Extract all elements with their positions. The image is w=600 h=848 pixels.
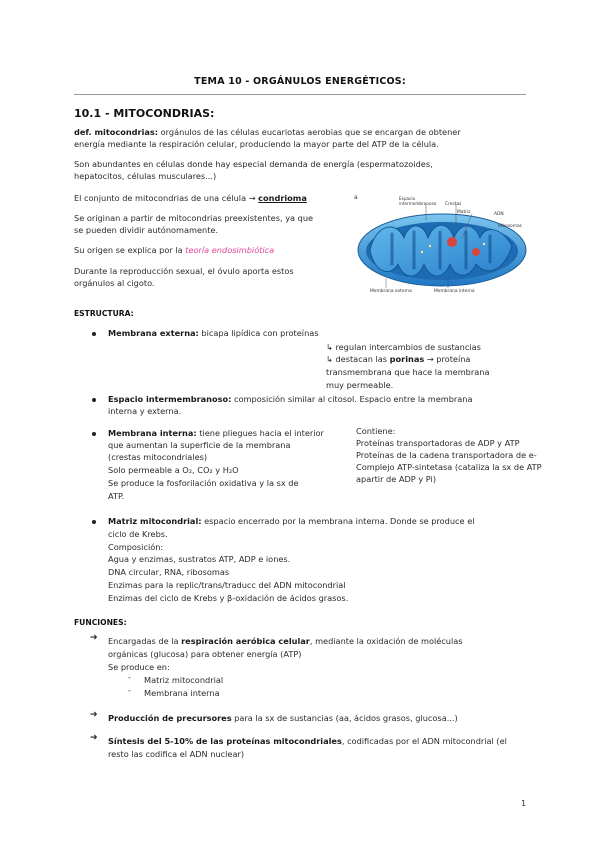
- arrow-icon: ➔: [90, 710, 98, 720]
- dna-marker: [447, 237, 457, 247]
- funcion1-sub1: Matriz mitocondrial: [144, 675, 224, 685]
- contiene-item2: Proteínas de la cadena transportadora de e-: [356, 450, 537, 460]
- mitochondrion-figure: [352, 190, 528, 298]
- label-crestas: Crestas: [445, 202, 462, 207]
- origin-line1: Se originan a partir de mitocondrias preexistentes, ya que: [74, 213, 314, 223]
- contiene-title: Contiene:: [356, 426, 396, 436]
- funcion2-line: [108, 712, 458, 725]
- dash-marker: -: [128, 673, 131, 682]
- funcion1-line3: Se produce en:: [108, 662, 170, 672]
- funcion2-post: para la sx de sustancias (aa, ácidos grasos, glucosa...): [231, 713, 458, 723]
- interna-line4: Solo permeable a O₂, CO₂ y H₂O: [108, 465, 239, 475]
- funcion2-term: Producción de precursores: [108, 713, 232, 723]
- matriz-line7: Enzimas del ciclo de Krebs y β-oxidación de ácidos grasos.: [108, 593, 349, 603]
- page-title: TEMA 10 - ORGÁNULOS ENERGÉTICOS:: [194, 76, 406, 87]
- funcion3-term: Síntesis del 5-10% de las proteínas mitocondriales: [108, 736, 342, 746]
- endosymbiotic-term: teoría endosimbiótica: [185, 245, 275, 255]
- definition-text: orgánulos de las células eucariotas aerobias que se encargan de obtener: [158, 127, 461, 137]
- mitochondrion-illustration: [352, 190, 528, 298]
- matriz-line3: Composición:: [108, 542, 164, 552]
- section-heading: 10.1 - MITOCONDRIAS:: [74, 107, 215, 120]
- arrow-icon: ➔: [90, 633, 98, 643]
- ribosome-dot: [429, 245, 431, 247]
- label-inner-membrane: Membrana interna: [434, 289, 475, 294]
- funcion1-term: respiración aeróbica celular: [181, 636, 310, 646]
- intermembranoso-line2: interna y externa.: [108, 406, 182, 416]
- abundance-line2: hepatocitos, células musculares...): [74, 171, 217, 181]
- bullet-dot: [92, 432, 96, 436]
- funcion3-line2: resto las codifica el ADN nuclear): [108, 749, 245, 759]
- label-ribosomas: Ribosomas: [498, 224, 522, 229]
- contiene-item3: Complejo ATP-sintetasa (cataliza la sx de ATP: [356, 462, 542, 472]
- funcion3-line: [108, 735, 507, 748]
- contiene-item1: Proteínas transportadoras de ADP y ATP: [356, 438, 520, 448]
- funcion1-post: , mediante la oxidación de moléculas: [309, 636, 463, 646]
- label-intermembrane: Espacio intermembranoso: [399, 196, 437, 206]
- condrioma-line: [74, 192, 307, 205]
- interna-line: [108, 427, 324, 440]
- dash-marker: -: [128, 686, 131, 695]
- interna-text: tiene pliegues hacia el interior: [196, 428, 324, 438]
- funciones-heading: FUNCIONES:: [74, 618, 127, 627]
- funcion1-line: [108, 635, 463, 648]
- matriz-line5: DNA circular, RNA, ribosomas: [108, 567, 230, 577]
- reproduction-line2: orgánulos al cigoto.: [74, 278, 155, 288]
- funcion1-line2: orgánicas (glucosa) para obtener energía (ATP): [108, 649, 302, 659]
- externa-sub3: transmembrana que hace la membrana: [326, 367, 490, 377]
- condrioma-text: El conjunto de mitocondrias de una célula →: [74, 193, 259, 203]
- definition-paragraph: [74, 126, 461, 139]
- matriz-text: espacio encerrado por la membrana interna. Donde se produce el: [201, 516, 475, 526]
- externa-sub2: [326, 353, 470, 366]
- ribosome-dot: [421, 251, 423, 253]
- label-outer-membrane: Membrana externa: [370, 289, 412, 294]
- funcion1-sub2: Membrana interna: [144, 688, 220, 698]
- definition-label: def. mitocondrias:: [74, 127, 159, 137]
- interna-line6: ATP.: [108, 491, 125, 501]
- intermembranoso-line: [108, 393, 473, 406]
- title-divider: [74, 94, 526, 95]
- interna-line3: (crestas mitocondriales): [108, 452, 208, 462]
- matriz-line2: ciclo de Krebs.: [108, 529, 168, 539]
- externa-line: [108, 327, 319, 340]
- contiene-item4: apartir de ADP y Pi): [356, 474, 437, 484]
- externa-sub1: ↳ regulan intercambios de sustancias: [326, 342, 481, 352]
- funcion3-post: , codificadas por el ADN mitocondrial (el: [341, 736, 507, 746]
- page-number: 1: [521, 799, 527, 808]
- origin-line2: se pueden dividir autónomamente.: [74, 225, 219, 235]
- label-adn: ADN: [494, 212, 504, 217]
- externa-label: Membrana externa:: [108, 328, 199, 338]
- endosymbiotic-line: [74, 244, 274, 257]
- abundance-line1: Son abundantes en células donde hay especial demanda de energía (espermatozoides,: [74, 159, 433, 169]
- bullet-dot: [92, 332, 96, 336]
- matriz-line: [108, 515, 475, 528]
- matriz-line6: Enzimas para la replic/trans/traducc del ADN mitocondrial: [108, 580, 346, 590]
- externa-text: bicapa lipídica con proteínas: [198, 328, 319, 338]
- bullet-dot: [92, 398, 96, 402]
- externa-sub4: muy permeable.: [326, 380, 394, 390]
- interna-line5: Se produce la fosforilación oxidativa y la sx de: [108, 478, 299, 488]
- definition-line2: energía mediante la respiración celular, produciendo la mayor parte del ATP de la célula.: [74, 139, 439, 149]
- estructura-heading: ESTRUCTURA:: [74, 309, 134, 318]
- bullet-dot: [92, 520, 96, 524]
- ribosome-dot: [483, 243, 485, 245]
- interna-label: Membrana interna:: [108, 428, 197, 438]
- intermembranoso-text: composición similar al citosol. Espacio entre la membrana: [231, 394, 473, 404]
- matriz-line4: Agua y enzimas, sustratos ATP, ADP e iones.: [108, 554, 291, 564]
- arrow-icon: ➔: [90, 733, 98, 743]
- reproduction-line1: Durante la reproducción sexual, el óvulo aporta estos: [74, 266, 294, 276]
- condrioma-term: condrioma: [258, 193, 307, 203]
- figure-letter: a: [354, 194, 358, 201]
- endosymbiotic-text: Su origen se explica por la: [74, 245, 186, 255]
- porinas-term: porinas: [389, 354, 425, 364]
- externa-sub2-pre: ↳ destacan las: [326, 354, 390, 364]
- externa-sub2-post: → proteína: [424, 354, 471, 364]
- dna-marker-2: [472, 248, 480, 256]
- matriz-label: Matriz mitocondrial:: [108, 516, 202, 526]
- label-matriz: Matriz: [457, 210, 471, 215]
- funcion1-pre: Encargadas de la: [108, 636, 182, 646]
- interna-line2: que aumentan la superficie de la membrana: [108, 440, 291, 450]
- intermembranoso-label: Espacio intermembranoso:: [108, 394, 232, 404]
